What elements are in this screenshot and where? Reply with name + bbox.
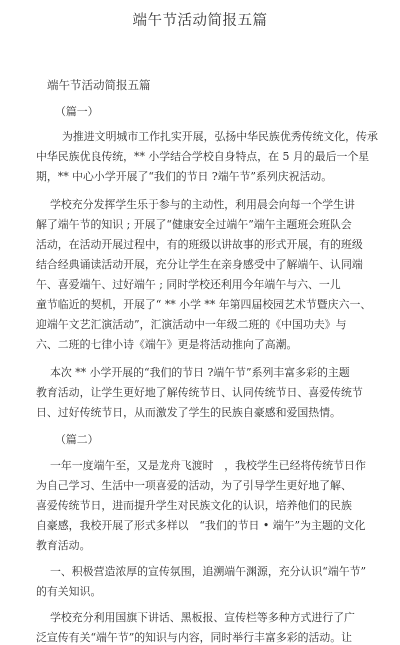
document-subtitle: 端午节活动简报五篇 — [47, 78, 151, 92]
paragraph-line: 为推进文明城市工作扎实开展，弘扬中华民族优秀传统文化，传承 — [62, 130, 378, 143]
paragraph-line: 中华民族优良传统，** 小学结合学校自身特点，在 5 月的最后一个星 — [36, 150, 370, 163]
paragraph-line: 结合经典诵读活动开展，充分让学生在亲身感受中了解端午、认同端 — [36, 258, 363, 271]
paragraph-line: 解了端午节的知识 ; 开展了“健康安全过端午”端午主题班会班队会 — [36, 218, 352, 231]
section-heading-2: （篇二） — [55, 433, 99, 446]
paragraph-line: 童节临近的契机，开展了“ ** 小学 ** 年第四届校园艺术节暨庆六一、 — [36, 298, 372, 311]
paragraph-line: 喜爱传统节日，进而提升学生对民族文化的认识，培养他们的民族 — [36, 499, 352, 512]
paragraph-line: 本次 ** 小学开展的“我们的节日 ?端午节”系列丰富多彩的主题 — [50, 366, 350, 379]
paragraph-line: 教育活动，让学生更好地了解传统节日、认同传统节日、喜爱传统节 — [36, 386, 363, 399]
paragraph-line: 一年一度端午至，又是龙舟飞渡时 ，我校学生已经将传统节日作 — [50, 459, 366, 472]
section-heading-1: （篇一） — [55, 105, 99, 118]
paragraph-line: 教育活动。 — [36, 539, 91, 552]
paragraph-line: 泛宣传有关“端午节”的知识与内容，同时举行丰富多彩的活动。让 — [36, 631, 353, 644]
paragraph-line: 日、过好传统节日，从而激发了学生的民族自豪感和爱国热情。 — [36, 406, 341, 419]
paragraph-line: 学校充分发挥学生乐于参与的主动性，利用晨会向每一个学生讲 — [50, 198, 355, 211]
paragraph-line: 为自己学习、生活中一项喜爱的活动，为了引导学生更好地了解、 — [36, 479, 352, 492]
paragraph-line: 活动，在活动开展过程中，有的班级以讲故事的形式开展，有的班级 — [36, 238, 363, 251]
paragraph-line: 期，** 中心小学开展了“我们的节日 ?端午节”系列庆祝活动。 — [36, 170, 333, 183]
paragraph-line: 的有关知识。 — [36, 585, 102, 598]
paragraph-line: 学校充分利用国旗下讲话、黑板报、宣传栏等多种方式进行了广 — [50, 611, 355, 624]
paragraph-line: 午、喜爱端午、过好端午 ; 同时学校还利用今年端午与六、一儿 — [36, 278, 341, 291]
paragraph-line: 六、二班的七律小诗《端午》更是将活动推向了高潮。 — [36, 338, 298, 351]
document-title: 端午节活动简报五篇 — [132, 13, 268, 29]
paragraph-line: 一、积极营造浓厚的宣传氛围，追溯端午渊源，充分认识“端午节” — [50, 565, 367, 578]
paragraph-line: 自豪感，我校开展了形式多样以 “我们的节日 • 端午”为主题的文化 — [36, 519, 366, 532]
paragraph-line: 迎端午文艺汇演活动”，汇演活动中一年级二班的《中国功夫》与 — [36, 318, 347, 331]
